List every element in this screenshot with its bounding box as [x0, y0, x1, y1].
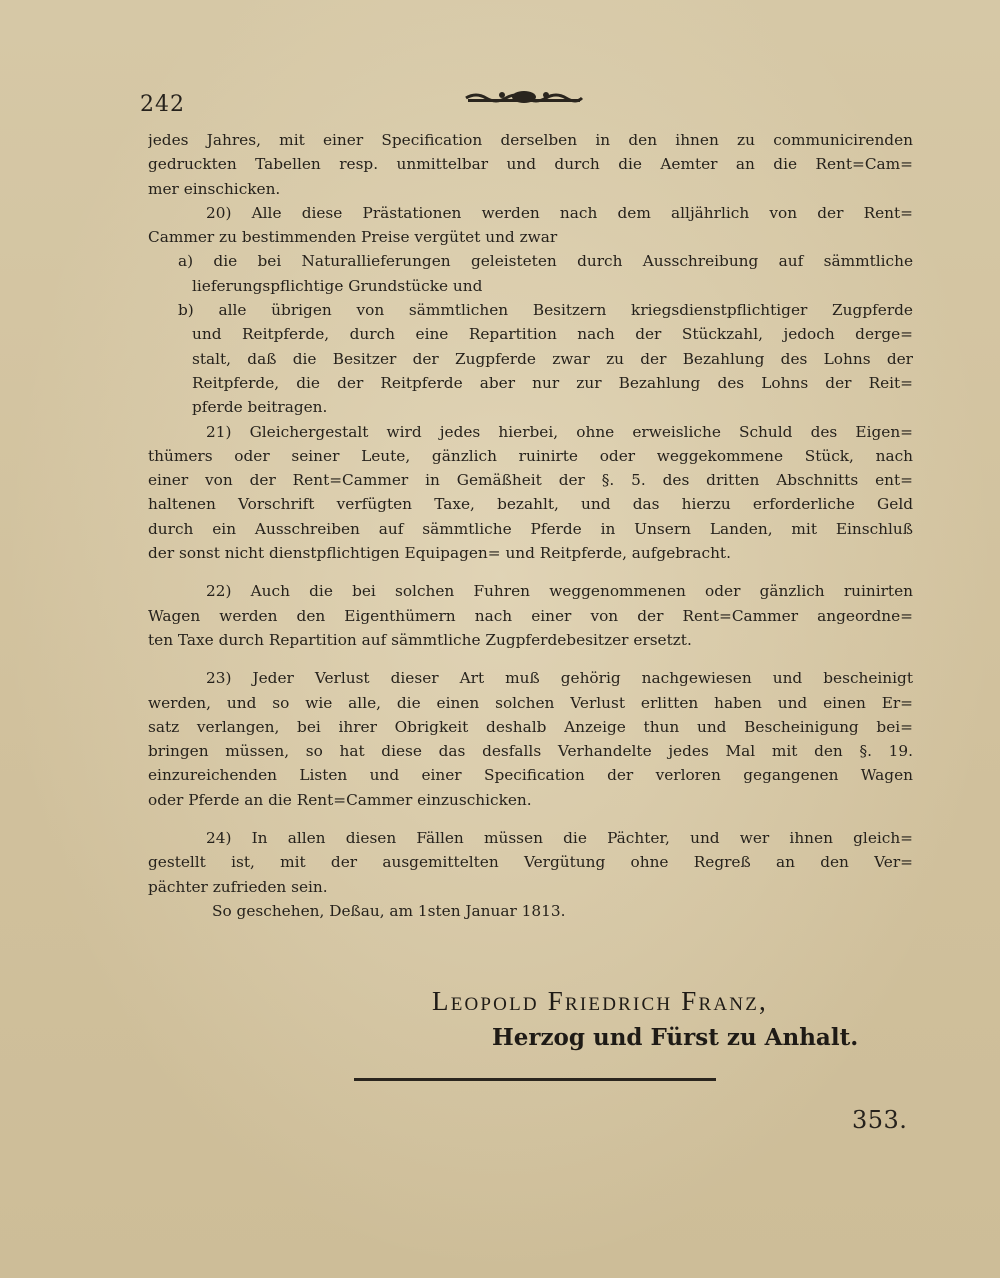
date-line: So geschehen, Deßau, am 1sten Januar 1813. [212, 901, 566, 920]
body-text [148, 128, 913, 923]
text-line: lieferungspflichtige Grundstücke und [192, 276, 483, 295]
text-line: Wagen werden den Eigenthümern nach einer von der Rent=Cammer angeordne= [148, 606, 913, 625]
text-line: einzureichenden Listen und einer Specification der verloren gegangenen Wagen [148, 766, 913, 785]
paragraph-gap [148, 565, 913, 579]
page-number: 242 [140, 92, 185, 117]
text-line: oder Pferde an die Rent=Cammer einzuschicken. [148, 790, 532, 809]
header-ornament-icon [464, 86, 584, 106]
text-line: jedes Jahres, mit einer Specification derselben in den ihnen zu communicirenden [148, 131, 913, 149]
text-line: gedruckten Tabellen resp. unmittelbar und durch die Aemter an die Rent=Cam= [148, 155, 913, 174]
text-line: pächter zufrieden sein. [148, 877, 328, 896]
text-line: pferde beitragen. [192, 398, 328, 417]
text-line: thümers oder seiner Leute, gänzlich ruinirte oder weggekommene Stück, nach [148, 446, 913, 465]
signature-block [432, 984, 916, 1058]
text-line: einer von der Rent=Cammer in Gemäßheit der §. 5. des dritten Abschnitts ent= [148, 471, 913, 490]
paragraph-start-23: 23) Jeder Verlust dieser Art muß gehörig nachgewiesen und bescheinigt [206, 669, 913, 688]
paragraph-start-20: 20) Alle diese Prästationen werden nach dem alljährlich von der Rent= [206, 203, 913, 222]
signatory-title: Herzog und Fürst zu Anhalt. [492, 1024, 859, 1051]
text-line: stalt, daß die Besitzer der Zugpferde zwar zu der Bezahlung des Lohns der [192, 349, 913, 368]
list-item-b: b) alle übrigen von sämmtlichen Besitzern kriegsdienstpflichtiger Zugpferde [178, 301, 913, 320]
text-line: bringen müssen, so hat diese das desfalls Verhandelte jedes Mal mit den §. 19. [148, 742, 913, 761]
paragraph-start-22: 22) Auch die bei solchen Fuhren weggenommenen oder gänzlich ruinirten [206, 582, 913, 601]
list-item-a: a) die bei Naturallieferungen geleisteten durch Ausschreibung auf sämmtliche [178, 252, 913, 271]
text-line: und Reitpferde, durch eine Repartition nach der Stückzahl, jedoch derge= [192, 325, 913, 344]
text-line: durch ein Ausschreiben auf sämmtliche Pferde in Unsern Landen, mit Einschluß [148, 519, 913, 538]
paragraph-start-21: 21) Gleichergestalt wird jedes hierbei, ohne erweisliche Schuld des Eigen= [206, 422, 913, 441]
text-line: der sonst nicht dienstpflichtigen Equipagen= und Reitpferde, aufgebracht. [148, 544, 731, 563]
paragraph-start-24: 24) In allen diesen Fällen müssen die Pächter, und wer ihnen gleich= [206, 829, 913, 848]
text-line: ten Taxe durch Repartition auf sämmtliche Zugpferdebesitzer ersetzt. [148, 630, 692, 649]
text-line: Cammer zu bestimmenden Preise vergütet und zwar [148, 228, 558, 247]
text-line: gestellt ist, mit der ausgemittelten Vergütung ohne Regreß an den Ver= [148, 853, 913, 872]
text-line: werden, und so wie alle, die einen solchen Verlust erlitten haben und einen Er= [148, 693, 913, 712]
paragraph-gap [148, 652, 913, 666]
text-line: mer einschicken. [148, 179, 281, 198]
footer-page-number: 353. [852, 1106, 908, 1134]
text-line: haltenen Vorschrift verfügten Taxe, bezahlt, und das hierzu erforderliche Geld [148, 495, 913, 514]
text-line: satz verlangen, bei ihrer Obrigkeit deshalb Anzeige thun und Bescheinigung bei= [148, 717, 913, 736]
paragraph-gap [148, 812, 913, 826]
signatory-name: Leopold Friedrich Franz, [432, 986, 768, 1016]
closing-rule [354, 1078, 716, 1081]
text-line: Reitpferde, die der Reitpferde aber nur zur Bezahlung des Lohns der Reit= [192, 373, 913, 392]
